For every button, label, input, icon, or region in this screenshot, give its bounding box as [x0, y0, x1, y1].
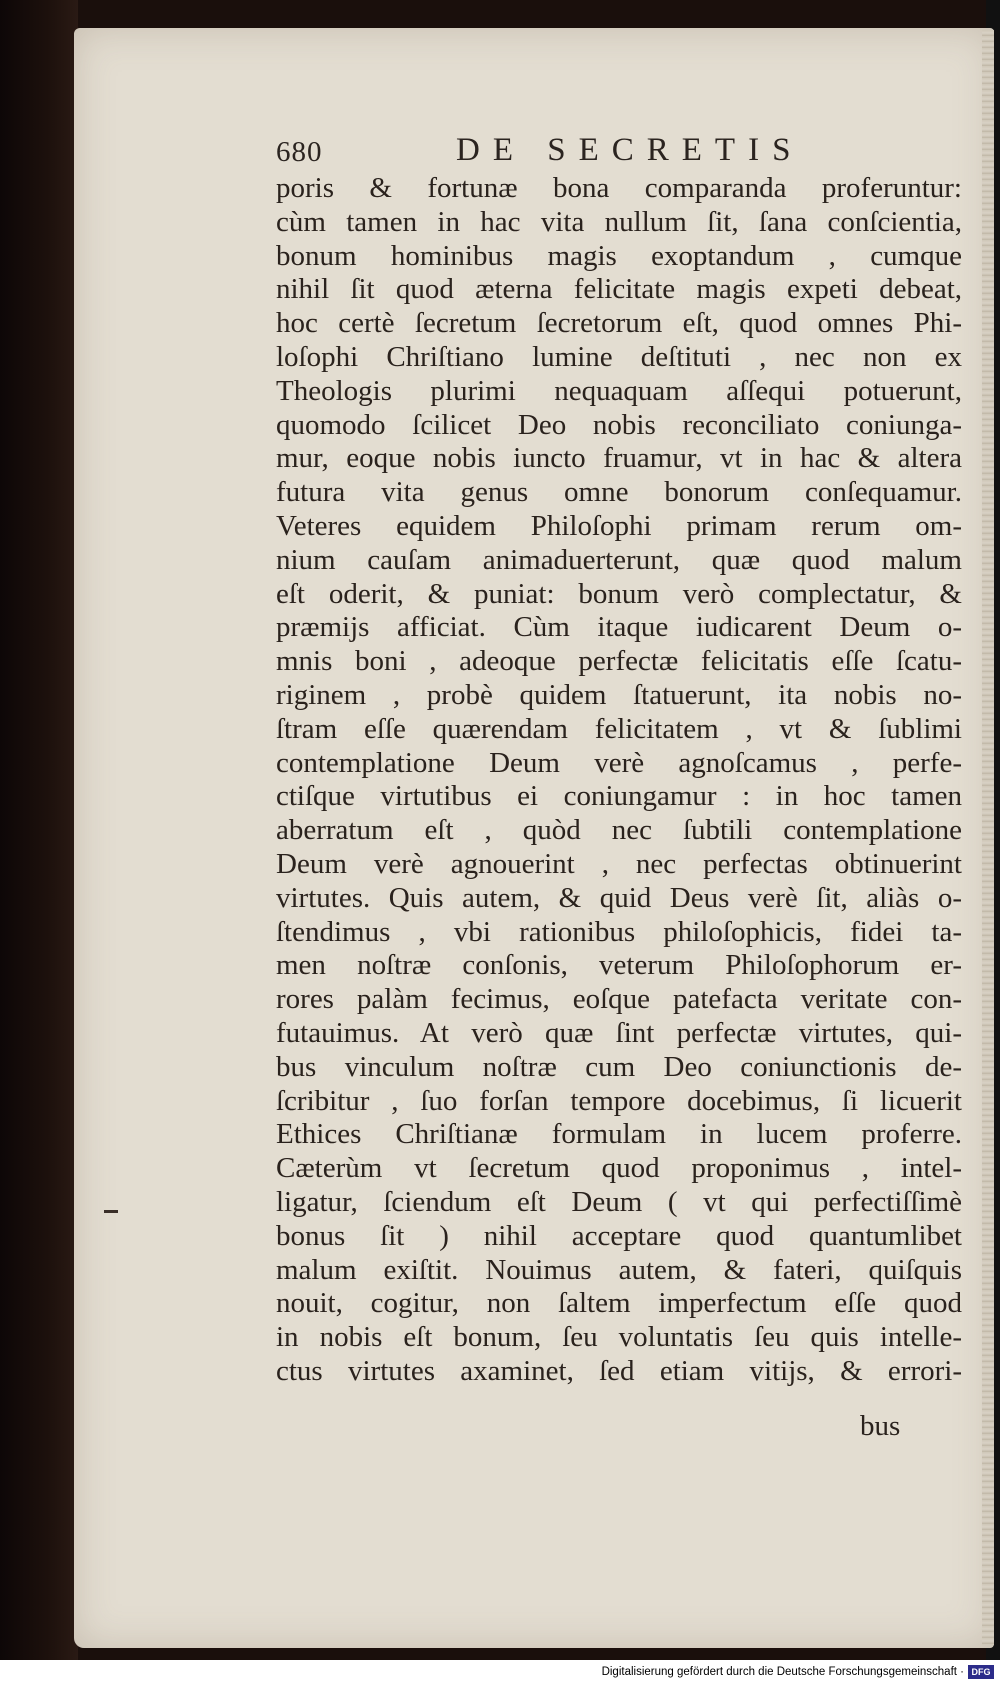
text-line: cùm tamen in hac vita nullum ſit, ſana conſcientia,: [276, 205, 962, 238]
catchword: bus: [860, 1410, 901, 1442]
text-line: aberratum eſt , quòd nec ſubtili contemplatione: [276, 814, 962, 847]
text-line: nihil ſit quod æterna felicitate magis expeti debeat,: [276, 273, 962, 306]
text-line: ſcribitur , ſuo forſan tempore docebimus, ſi licuerit: [276, 1084, 962, 1117]
page-number: 680: [276, 136, 323, 168]
text-line: contemplatione Deum verè agnoſcamus , perfe-: [276, 746, 962, 779]
text-line: futauimus. At verò quæ ſint perfectæ virtutes, qui-: [276, 1016, 962, 1049]
text-line: Cæterùm vt ſecretum quod proponimus , intel-: [276, 1152, 962, 1185]
footer-band: [0, 1660, 1000, 1687]
text-line: præmijs afficiat. Cùm itaque iudicarent Deum o-: [276, 611, 962, 644]
text-line: ſtram eſſe quærendam felicitatem , vt & ſublimi: [276, 712, 962, 745]
margin-mark: [104, 1210, 118, 1213]
text-line: nouit, cogitur, non ſaltem imperfectum eſſe quod: [276, 1287, 962, 1320]
text-line: futura vita genus omne bonorum conſequamur.: [276, 476, 962, 509]
text-line: mnis boni , adeoque perfectæ felicitatis eſſe ſcatu-: [276, 645, 962, 678]
text-line: ſtendimus , vbi rationibus philoſophicis, fidei ta-: [276, 915, 962, 948]
book-binding: [0, 0, 78, 1660]
text-line: poris & fortunæ bona comparanda proferuntur:: [276, 172, 962, 204]
text-line: Theologis plurimi nequaquam aſſequi potuerunt,: [276, 374, 962, 407]
body-text: [276, 172, 962, 1389]
text-line: mur, eoque nobis iuncto fruamur, vt in hac & altera: [276, 442, 962, 475]
text-line: bonus ſit ) nihil acceptare quod quantumlibet: [276, 1219, 962, 1252]
text-line: Veteres equidem Philoſophi primam rerum om-: [276, 509, 962, 542]
text-line: loſophi Chriſtiano lumine deſtituti , nec non ex: [276, 340, 962, 373]
text-line: bus vinculum noſtræ cum Deo coniunctionis de-: [276, 1050, 962, 1083]
text-line: virtutes. Quis autem, & quid Deus verè ſit, aliàs o-: [276, 881, 962, 914]
text-line: Deum verè agnouerint , nec perfectas obtinuerint: [276, 847, 962, 880]
text-line: ligatur, ſciendum eſt Deum ( vt qui perfectiſſimè: [276, 1185, 962, 1218]
text-line: in nobis eſt bonum, ſeu voluntatis ſeu quis intelle-: [276, 1321, 962, 1354]
text-line: malum exiſtit. Nouimus autem, & fateri, quiſquis: [276, 1253, 962, 1286]
text-line: nium cauſam animaduerterunt, quæ quod malum: [276, 543, 962, 576]
page-fore-edge: [982, 30, 994, 1645]
text-line: ctiſque virtutibus ei coniungamur : in hoc tamen: [276, 780, 962, 813]
text-line: ctus virtutes axaminet, ſed etiam vitijs, & errori-: [276, 1354, 962, 1387]
text-line: quomodo ſcilicet Deo nobis reconciliato coniunga-: [276, 408, 962, 441]
footer-credit: Digitalisierung gefördert durch die Deutsche Forschungsgemeinschaft ·: [601, 1666, 964, 1678]
text-line: men noſtræ conſonis, veterum Philoſophorum er-: [276, 949, 962, 982]
text-line: bonum hominibus magis exoptandum , cumque: [276, 239, 962, 272]
dfg-logo: DFG: [968, 1665, 994, 1679]
text-line: rores palàm fecimus, eoſque patefacta veritate con-: [276, 983, 962, 1016]
text-line: hoc certè ſecretum ſecretorum eſt, quod omnes Phi-: [276, 307, 962, 340]
page-header: [276, 132, 916, 176]
text-line: eſt oderit, & puniat: bonum verò complectatur, &: [276, 577, 962, 610]
text-line: Ethices Chriſtianæ formulam in lucem proferre.: [276, 1118, 962, 1151]
running-title: DE SECRETIS: [456, 132, 804, 168]
text-line: riginem , probè quidem ſtatuerunt, ita nobis no-: [276, 678, 962, 711]
